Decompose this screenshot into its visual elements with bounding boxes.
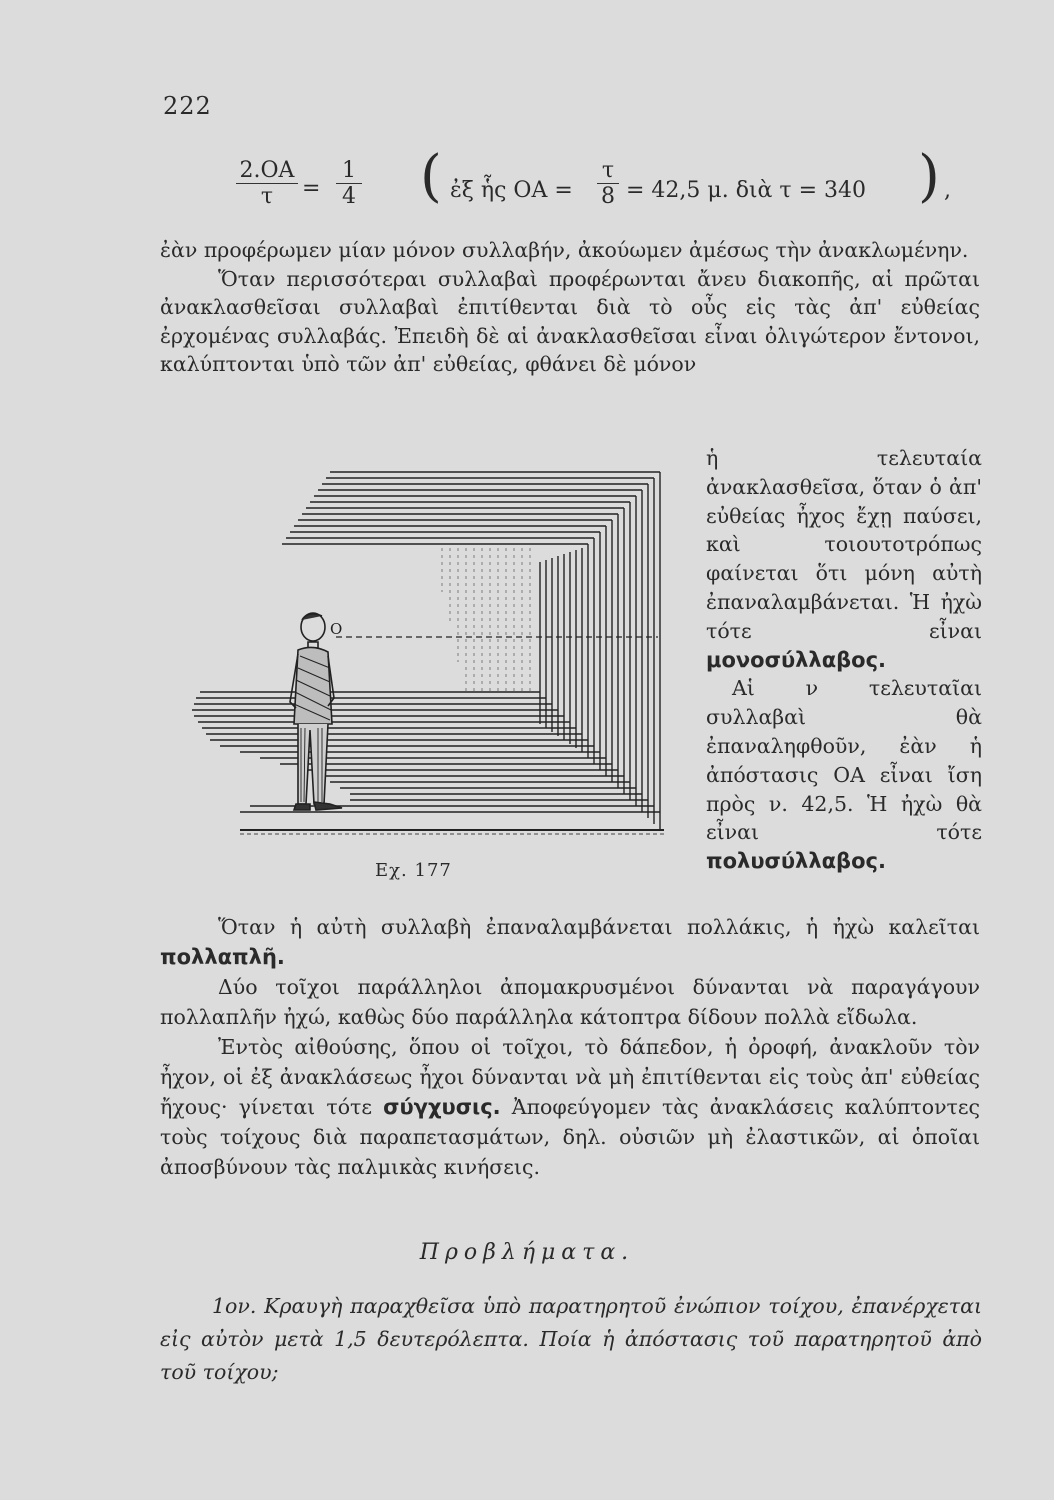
lower-text (160, 912, 980, 1182)
fraction-tau-over-8 (597, 158, 619, 209)
problems-list (160, 1290, 982, 1389)
page-number: 222 (163, 92, 212, 120)
paragraph-text: Αἱ ν τελευταῖαι συλλαβαὶ θὰ ἐπαναληφθοῦν, ἐὰν ἡ ἀπόστασις OA εἶναι ἴση πρὸς ν. 42,5. Ἡ ἠχὼ θὰ εἶναι τότε (706, 676, 982, 845)
observer-figure (290, 613, 342, 810)
back-wall-hatching (442, 548, 530, 692)
fraction-numerator: 2.OA (236, 158, 298, 184)
fraction-2oa-over-tau (236, 158, 298, 209)
paragraph (706, 444, 982, 674)
formula-prefix: ἐξ ἧς OA = (450, 178, 573, 203)
section-title: Προβλήματα. (419, 1240, 635, 1265)
problem-item: 1ον. Κραυγὴ παραχθεῖσα ὑπὸ παρατηρητοῦ ἐνώπιον τοίχου, ἐπανέρχεται εἰς αὐτὸν μετὰ 1,5 δευτερόλεπτα. Ποία ἡ ἀπόστασις τοῦ παρατηρητοῦ ἀπὸ τοῦ τοίχου; (160, 1294, 982, 1384)
paragraph-text: Ἐντὸς αἰθούσης, ὅπου οἱ τοῖχοι, τὸ δάπεδον, ἡ ὀροφή, ἀνακλοῦν τὸν ἦχον, οἱ ἐξ ἀνακλάσεως ἦχοι δύνανται νὰ μὴ ἐπιτίθενται εἰς τοὺς ἀπ' εὐθείας ἤχους· γίνεται τότε (160, 1035, 980, 1119)
paragraph (160, 1032, 980, 1182)
close-parenthesis: ) (918, 144, 940, 209)
open-parenthesis: ( (420, 144, 442, 209)
formula-comma: , (944, 178, 951, 203)
term-monosyllabic: μονοσύλλαβος. (706, 647, 887, 672)
floor-hatching (192, 692, 660, 812)
equals-sign: = (302, 176, 321, 201)
echo-formula (232, 144, 972, 228)
term-multiple: πολλαπλῆ. (160, 945, 285, 969)
paragraph (160, 912, 980, 972)
fraction-one-quarter (336, 158, 362, 209)
term-confusion: σύγχυσις. (383, 1095, 501, 1119)
term-polysyllabic: πολυσύλλαβος. (706, 849, 886, 874)
paragraph-text: Ἀποφεύγομεν τὰς ἀνακλάσεις καλύπτοντες τοὺς τοίχους διὰ παραπετασμάτων, δηλ. οὐσιῶν μὴ ἐλαστικῶν, αἱ ὁποῖαι ἀποσβύνουν τὰς παλμικὰς κινήσεις. (160, 1095, 980, 1179)
figure-caption: Εχ. 177 (375, 860, 452, 881)
paragraph-text: Ὅταν ἡ αὐτὴ συλλαβὴ ἐπαναλαμβάνεται πολλάκις, ἡ ἠχὼ καλεῖται (218, 915, 980, 939)
point-o-label: O (330, 620, 343, 638)
paragraph-text: ἡ τελευταία ἀνακλασθεῖσα, ὅταν ὁ ἀπ' εὐθείας ἦχος ἔχῃ παύσει, καὶ τοιουτοτρόπως φαίνεται ὅτι μόνη αὐτὴ ἐπαναλαμβάνεται. Ἡ ἠχὼ τότε εἶναι (706, 446, 982, 643)
side-column-text (706, 444, 982, 876)
paragraph (706, 674, 982, 876)
intro-text (160, 236, 980, 379)
paragraph: ἐὰν προφέρωμεν μίαν μόνον συλλαβήν, ἀκούωμεν ἀμέσως τὴν ἀνακλωμένην. (160, 238, 969, 262)
fraction-numerator: τ (597, 158, 619, 184)
formula-suffix: = 42,5 μ. διὰ τ = 340 (626, 178, 866, 203)
ceiling-hatching (282, 472, 660, 544)
fraction-numerator: 1 (336, 158, 362, 184)
paragraph: Ὅταν περισσότεραι συλλαβαὶ προφέρωνται ἄνευ διακοπῆς, αἱ πρῶται ἀνακλασθεῖσαι συλλαβαὶ ἐπιτίθενται διὰ τὸ οὖς εἰς τὰς ἀπ' εὐθείας ἐρχομένας συλλαβάς. Ἐπειδὴ δὲ αἱ ἀνακλασθεῖσαι εἶναι ὀλιγώτερον ἔντονοι, καλύπτονται ὑπὸ τῶν ἀπ' εὐθείας, φθάνει δὲ μόνον (160, 266, 980, 376)
paragraph: Δύο τοῖχοι παράλληλοι ἀπομακρυσμένοι δύνανται νὰ παραγάγουν πολλαπλῆν ἠχώ, καθὼς δύο παράλληλα κάτοπτρα δίδουν πολλὰ εἴδωλα. (160, 975, 980, 1029)
fraction-denominator: 8 (601, 184, 615, 209)
echo-figure (180, 462, 690, 852)
fraction-denominator: 4 (342, 184, 356, 209)
fraction-denominator: τ (260, 184, 274, 209)
